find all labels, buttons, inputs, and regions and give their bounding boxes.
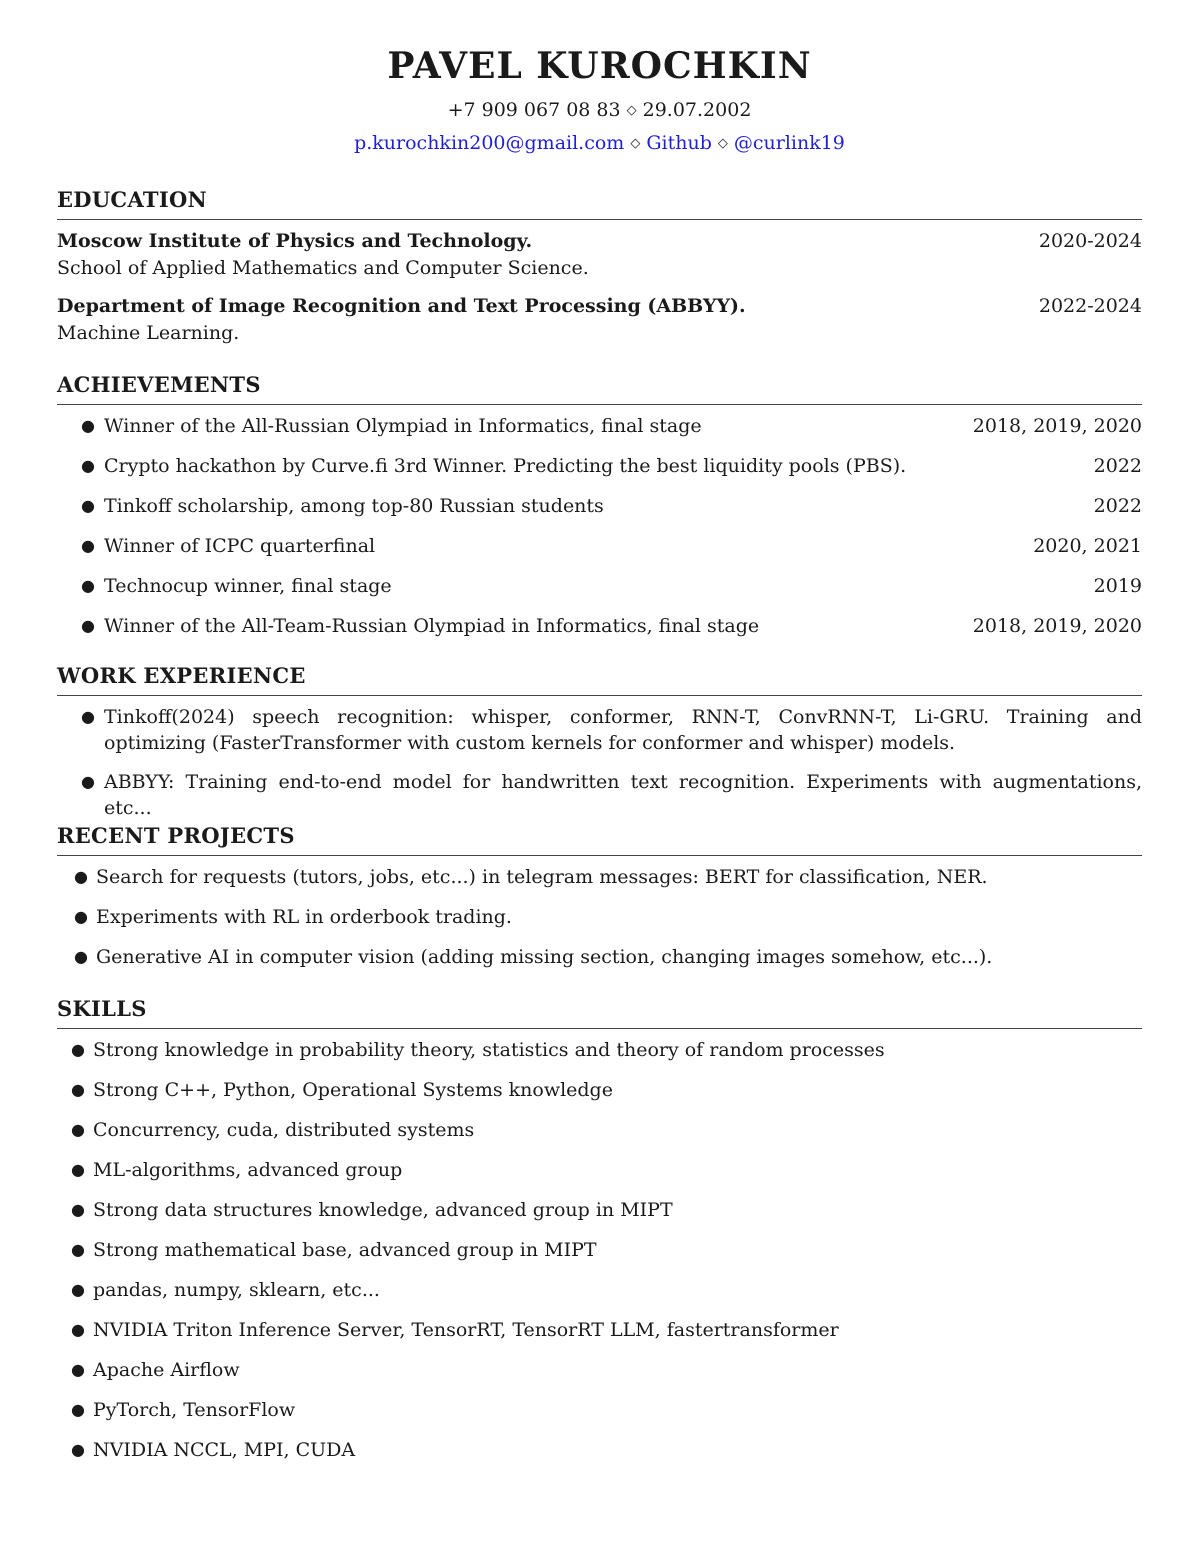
list-item bbox=[57, 1157, 1142, 1183]
bullet-icon: ● bbox=[81, 772, 95, 791]
bullet-icon: ● bbox=[81, 707, 95, 726]
education-detail: School of Applied Mathematics and Computer Science. bbox=[57, 257, 589, 279]
diamond-separator-icon: ◇ bbox=[717, 136, 728, 151]
skill-text: pandas, numpy, sklearn, etc... bbox=[93, 1279, 380, 1301]
section-title-skills: SKILLS bbox=[57, 996, 1142, 1029]
diamond-separator-icon: ◇ bbox=[630, 136, 641, 151]
bullet-icon: ● bbox=[71, 1040, 85, 1059]
bullet-icon: ● bbox=[71, 1200, 85, 1219]
skill-text: Concurrency, cuda, distributed systems bbox=[93, 1119, 475, 1141]
bullet-icon: ● bbox=[81, 616, 95, 635]
contact-line bbox=[0, 94, 1199, 127]
list-item bbox=[57, 904, 1142, 930]
achievement-text: Tinkoff scholarship, among top-80 Russian students bbox=[104, 495, 604, 517]
email-link[interactable]: p.kurochkin200@gmail.com bbox=[354, 132, 625, 154]
list-item bbox=[57, 1077, 1142, 1103]
bullet-icon: ● bbox=[81, 416, 95, 435]
bullet-icon: ● bbox=[71, 1120, 85, 1139]
work-item-text: ABBYY: Training end-to-end model for handwritten text recognition. Experiments with augmentations, etc... bbox=[104, 771, 1142, 819]
list-item bbox=[57, 573, 1142, 599]
bullet-icon: ● bbox=[71, 1160, 85, 1179]
bullet-icon: ● bbox=[71, 1400, 85, 1419]
skill-text: Apache Airflow bbox=[93, 1359, 240, 1381]
bullet-icon: ● bbox=[81, 496, 95, 515]
achievement-year: 2022 bbox=[1093, 455, 1142, 477]
achievements-list bbox=[57, 413, 1142, 639]
achievement-text: Technocup winner, final stage bbox=[104, 575, 392, 597]
list-item bbox=[57, 1397, 1142, 1423]
education-detail: Machine Learning. bbox=[57, 322, 240, 344]
list-item bbox=[57, 533, 1142, 559]
bullet-icon: ● bbox=[74, 907, 88, 926]
education-entry bbox=[57, 228, 1142, 281]
list-item bbox=[57, 704, 1142, 756]
candidate-name: PAVEL KUROCHKIN bbox=[387, 45, 812, 87]
section-title-achievements: ACHIEVEMENTS bbox=[57, 372, 1142, 405]
birth-date: 29.07.2002 bbox=[642, 99, 752, 121]
list-item bbox=[57, 613, 1142, 639]
projects-list bbox=[57, 864, 1142, 970]
bullet-icon: ● bbox=[71, 1320, 85, 1339]
skill-text: ML-algorithms, advanced group bbox=[93, 1159, 403, 1181]
list-item bbox=[57, 453, 1142, 479]
list-item bbox=[57, 1037, 1142, 1063]
achievement-year: 2018, 2019, 2020 bbox=[972, 415, 1142, 437]
achievement-text: Crypto hackathon by Curve.fi 3rd Winner. Predicting the best liquidity pools (PBS). bbox=[104, 455, 907, 477]
project-text: Experiments with RL in orderbook trading. bbox=[96, 906, 512, 928]
list-item bbox=[57, 1317, 1142, 1343]
diamond-separator-icon: ◇ bbox=[626, 103, 637, 118]
education-years: 2020-2024 bbox=[1038, 230, 1142, 252]
institution-name: Department of Image Recognition and Text Processing (ABBYY). bbox=[57, 295, 746, 317]
telegram-link[interactable]: @curlink19 bbox=[733, 132, 845, 154]
recent-projects-section bbox=[57, 823, 1142, 984]
list-item bbox=[57, 1237, 1142, 1263]
links-line bbox=[0, 127, 1199, 160]
achievement-text: Winner of the All-Team-Russian Olympiad in Informatics, final stage bbox=[104, 615, 760, 637]
section-title-work: WORK EXPERIENCE bbox=[57, 663, 1142, 696]
education-entry bbox=[57, 293, 1142, 346]
bullet-icon: ● bbox=[71, 1280, 85, 1299]
github-link[interactable]: Github bbox=[646, 132, 712, 154]
section-title-projects: RECENT PROJECTS bbox=[57, 823, 1142, 856]
bullet-icon: ● bbox=[81, 456, 95, 475]
list-item bbox=[57, 493, 1142, 519]
achievement-year: 2019 bbox=[1093, 575, 1142, 597]
achievement-year: 2022 bbox=[1093, 495, 1142, 517]
list-item bbox=[57, 1277, 1142, 1303]
project-text: Generative AI in computer vision (adding missing section, changing images somehow, etc...). bbox=[96, 946, 993, 968]
achievement-year: 2020, 2021 bbox=[1033, 535, 1142, 557]
bullet-icon: ● bbox=[71, 1440, 85, 1459]
bullet-icon: ● bbox=[81, 576, 95, 595]
skill-text: NVIDIA NCCL, MPI, CUDA bbox=[93, 1439, 356, 1461]
skill-text: Strong knowledge in probability theory, statistics and theory of random processes bbox=[93, 1039, 885, 1061]
list-item bbox=[57, 1197, 1142, 1223]
achievement-year: 2018, 2019, 2020 bbox=[972, 615, 1142, 637]
skill-text: Strong mathematical base, advanced group in MIPT bbox=[93, 1239, 597, 1261]
section-title-education: EDUCATION bbox=[57, 187, 1142, 220]
project-text: Search for requests (tutors, jobs, etc...) in telegram messages: BERT for classification, NER. bbox=[96, 866, 988, 888]
institution-name: Moscow Institute of Physics and Technology. bbox=[57, 230, 533, 252]
bullet-icon: ● bbox=[81, 536, 95, 555]
list-item bbox=[57, 1437, 1142, 1463]
skill-text: PyTorch, TensorFlow bbox=[93, 1399, 296, 1421]
work-list bbox=[57, 704, 1142, 821]
list-item bbox=[57, 1117, 1142, 1143]
skills-list bbox=[57, 1037, 1142, 1463]
resume-header bbox=[0, 44, 1199, 160]
education-section bbox=[57, 187, 1142, 358]
list-item bbox=[57, 769, 1142, 821]
achievement-text: Winner of ICPC quarterfinal bbox=[104, 535, 376, 557]
skill-text: Strong C++, Python, Operational Systems knowledge bbox=[93, 1079, 613, 1101]
education-years: 2022-2024 bbox=[1038, 295, 1142, 317]
work-item-text: Tinkoff(2024) speech recognition: whisper, conformer, RNN-T, ConvRNN-T, Li-GRU. Training and optimizing (FasterTransformer with custom kernels for conformer and whisper) models. bbox=[104, 706, 1142, 754]
list-item bbox=[57, 413, 1142, 439]
bullet-icon: ● bbox=[74, 867, 88, 886]
achievements-section bbox=[57, 372, 1142, 653]
skills-section bbox=[57, 996, 1142, 1477]
achievement-text: Winner of the All-Russian Olympiad in Informatics, final stage bbox=[104, 415, 702, 437]
bullet-icon: ● bbox=[74, 947, 88, 966]
list-item bbox=[57, 864, 1142, 890]
list-item bbox=[57, 944, 1142, 970]
work-experience-section bbox=[57, 663, 1142, 834]
bullet-icon: ● bbox=[71, 1360, 85, 1379]
list-item bbox=[57, 1357, 1142, 1383]
skill-text: Strong data structures knowledge, advanced group in MIPT bbox=[93, 1199, 673, 1221]
bullet-icon: ● bbox=[71, 1240, 85, 1259]
bullet-icon: ● bbox=[71, 1080, 85, 1099]
phone-number: +7 909 067 08 83 bbox=[447, 99, 621, 121]
skill-text: NVIDIA Triton Inference Server, TensorRT, TensorRT LLM, fastertransformer bbox=[93, 1319, 839, 1341]
